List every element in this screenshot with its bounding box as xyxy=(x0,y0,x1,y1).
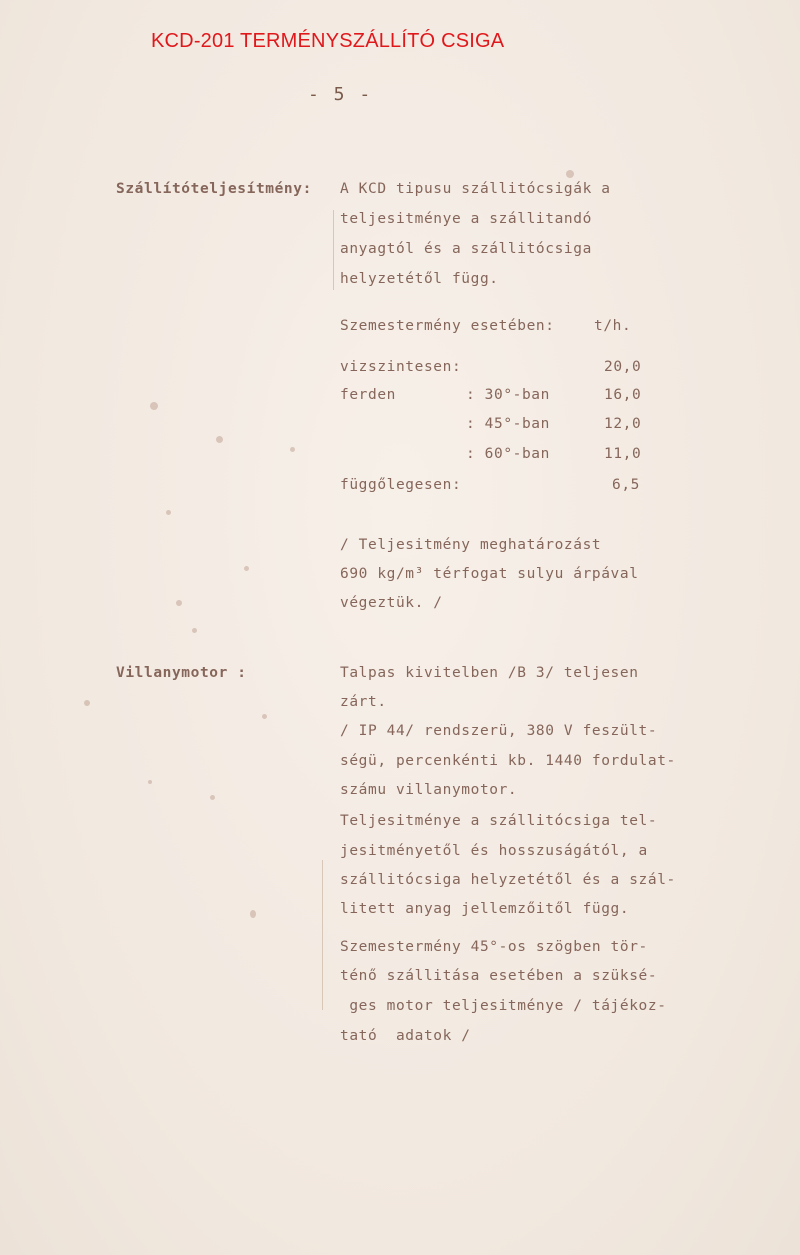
ink-speck xyxy=(150,402,158,410)
row-value: 16,0 xyxy=(604,387,642,403)
motor-text-line: ségü, percenkénti kb. 1440 fordulat- xyxy=(340,753,676,769)
ink-speck xyxy=(566,170,574,178)
motor-text-line: tató adatok / xyxy=(340,1028,471,1044)
capacity-text-line: anyagtól és a szállitócsiga xyxy=(340,241,592,257)
paper-crease xyxy=(322,860,323,1010)
row-value: 6,5 xyxy=(612,477,640,493)
motor-text-line: szállitócsiga helyzetétől és a szál- xyxy=(340,872,676,888)
row-value: 11,0 xyxy=(604,446,642,462)
section-label-capacity: Szállítóteljesítmény: xyxy=(116,181,312,197)
ink-speck xyxy=(216,436,223,443)
motor-text-line: / IP 44/ rendszerü, 380 V feszült- xyxy=(340,723,658,739)
capacity-note-line: / Teljesitmény meghatározást xyxy=(340,537,602,553)
document-header-title: KCD-201 TERMÉNYSZÁLLÍTÓ CSIGA xyxy=(151,30,505,52)
row-position: ferden xyxy=(340,387,396,403)
row-position: vizszintesen: xyxy=(340,359,462,375)
capacity-note-line: végeztük. / xyxy=(340,595,443,611)
motor-text-line: Teljesitménye a szállitócsiga tel- xyxy=(340,813,658,829)
motor-text-line: Szemestermény 45°-os szögben tör- xyxy=(340,939,648,955)
motor-text-line: zárt. xyxy=(340,694,387,710)
capacity-note-line: 690 kg/m³ térfogat sulyu árpával xyxy=(340,566,639,582)
row-angle: : 30°-ban xyxy=(466,387,550,403)
row-value: 12,0 xyxy=(604,416,642,432)
page-number: - 5 - xyxy=(308,84,373,105)
capacity-text-line: helyzetétől függ. xyxy=(340,271,499,287)
motor-text-line: ténő szállitása esetében a szüksé- xyxy=(340,968,658,984)
capacity-text-line: teljesitménye a szállitandó xyxy=(340,211,592,227)
motor-text-line: számu villanymotor. xyxy=(340,782,518,798)
motor-text-line: ges motor teljesitménye / tájékoz- xyxy=(340,998,667,1014)
row-angle: : 45°-ban xyxy=(466,416,550,432)
motor-text-line: jesitményetől és hosszuságától, a xyxy=(340,843,648,859)
ink-speck xyxy=(166,510,171,515)
ink-speck xyxy=(244,566,249,571)
ink-speck xyxy=(176,600,182,606)
motor-text-line: Talpas kivitelben /B 3/ teljesen xyxy=(340,665,639,681)
row-position: függőlegesen: xyxy=(340,477,462,493)
ink-speck xyxy=(250,910,256,918)
motor-text-line: litett anyag jellemzőitől függ. xyxy=(340,901,630,917)
capacity-text-line: A KCD tipusu szállitócsigák a xyxy=(340,181,611,197)
paper-crease xyxy=(333,210,334,290)
ink-speck xyxy=(210,795,215,800)
ink-speck xyxy=(192,628,197,633)
capacity-table-intro: Szemestermény esetében: xyxy=(340,318,555,334)
ink-speck xyxy=(148,780,152,784)
ink-speck xyxy=(84,700,90,706)
capacity-table-unit: t/h. xyxy=(594,318,632,334)
ink-speck xyxy=(262,714,267,719)
row-angle: : 60°-ban xyxy=(466,446,550,462)
ink-speck xyxy=(290,447,295,452)
section-label-motor: Villanymotor : xyxy=(116,665,247,681)
row-value: 20,0 xyxy=(604,359,642,375)
